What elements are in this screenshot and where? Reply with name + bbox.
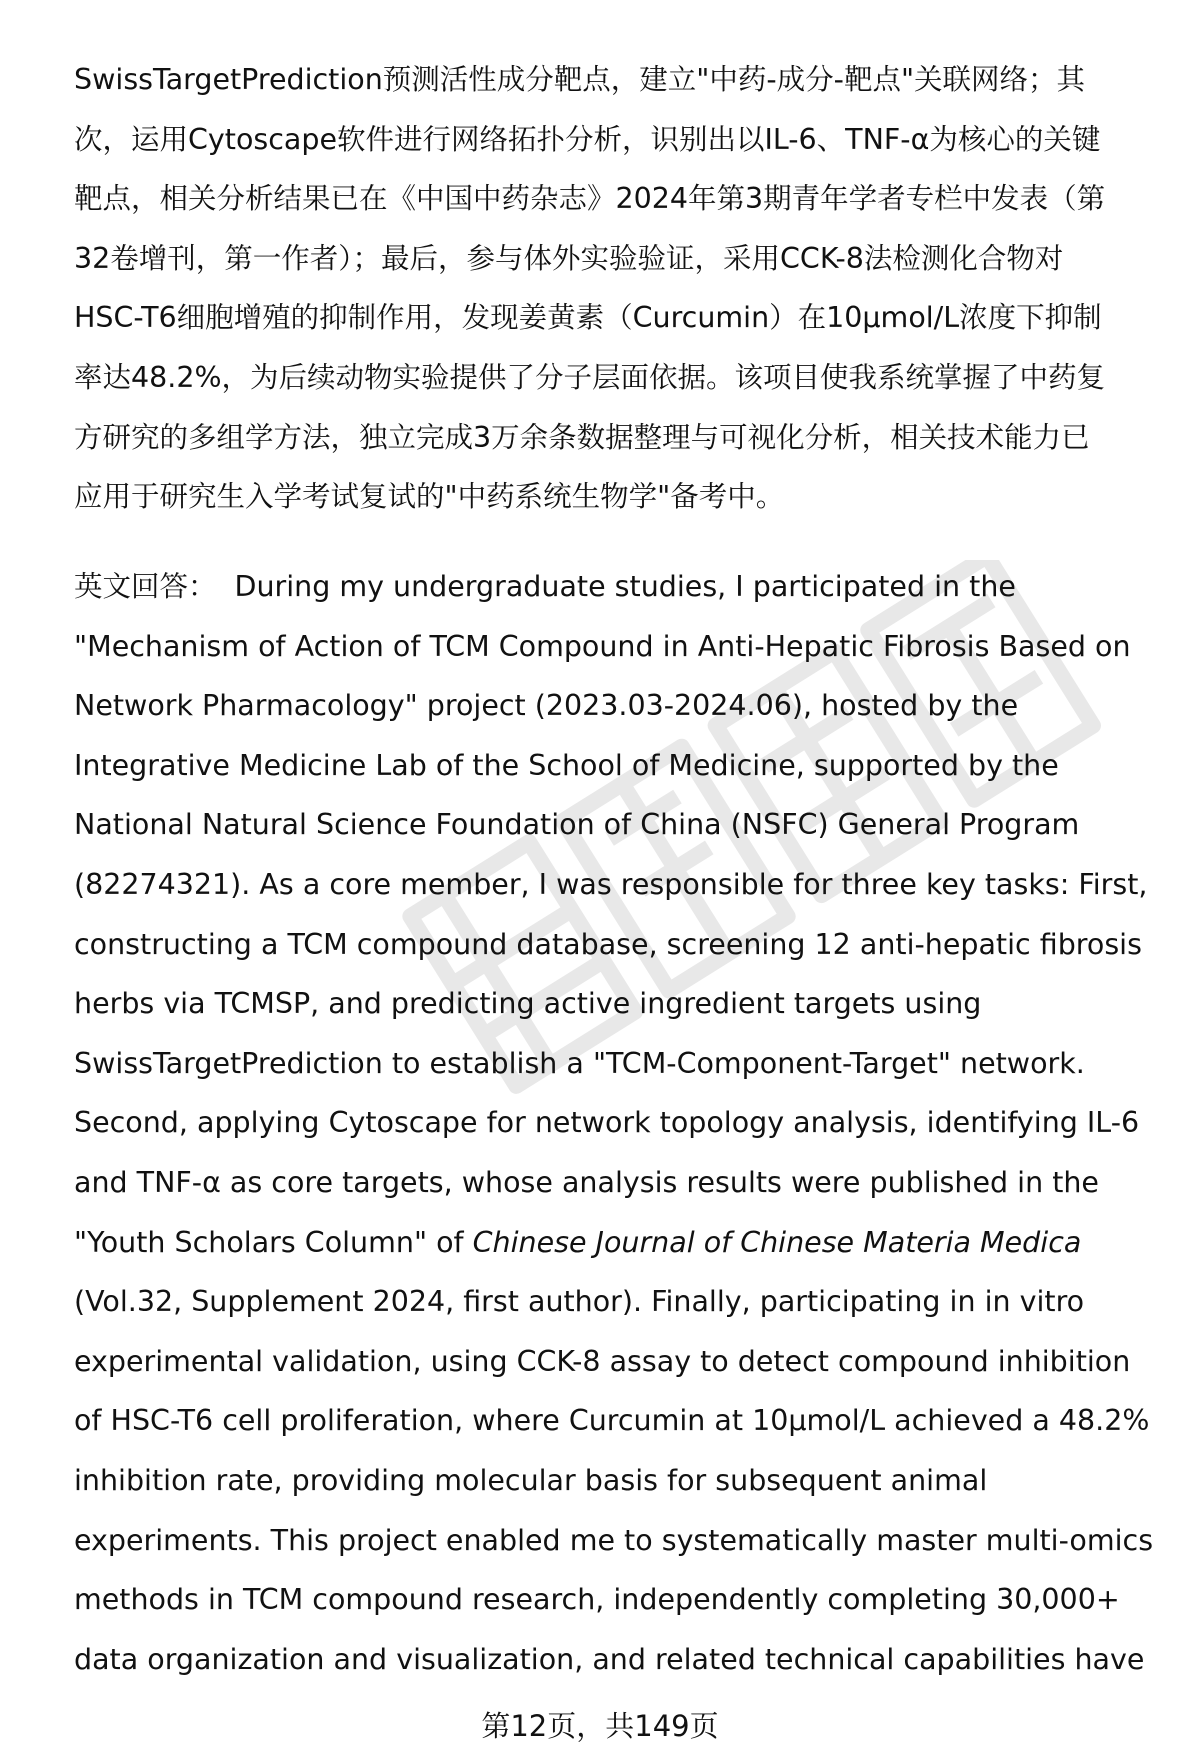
chinese-answer-line: 32卷增刊，第一作者）；最后，参与体外实验验证，采用CCK-8法检测化合物对 <box>74 241 1064 275</box>
english-answer-line: SwissTargetPrediction to establish a "TCM-Component-Target" network. <box>74 1046 1085 1080</box>
page-number-footer: 第12页，共149页 <box>481 1709 719 1743</box>
english-answer-line: (Vol.32, Supplement 2024, first author). Finally, participating in in vitro <box>74 1285 1085 1319</box>
chinese-answer-line: 次，运用Cytoscape软件进行网络拓扑分析，识别出以IL-6、TNF-α为核心的关键 <box>74 122 1101 156</box>
english-answer-line: of HSC-T6 cell proliferation, where Curcumin at 10μmol/L achieved a 48.2% <box>74 1404 1150 1438</box>
english-answer-line: inhibition rate, providing molecular basis for subsequent animal <box>74 1463 988 1497</box>
journal-line-prefix: "Youth Scholars Column" of <box>74 1225 473 1259</box>
english-answer-line: methods in TCM compound research, independently completing 30,000+ <box>74 1583 1120 1617</box>
english-answer-line: and TNF-α as core targets, whose analysis results were published in the <box>74 1165 1099 1199</box>
journal-citation-line <box>74 1213 1156 1273</box>
chinese-answer-line: 率达48.2%，为后续动物实验提供了分子层面依据。该项目使我系统掌握了中药复 <box>74 360 1106 394</box>
chinese-answer-paragraph <box>74 50 1156 527</box>
english-answer-line: data organization and visualization, and related technical capabilities have <box>74 1642 1145 1676</box>
journal-title: Chinese Journal of Chinese Materia Medica <box>472 1225 1082 1259</box>
english-answer-line: experimental validation, using CCK-8 assay to detect compound inhibition <box>74 1344 1131 1378</box>
english-answer-text: During my undergraduate studies, I participated in the <box>234 570 1016 603</box>
english-answer-line: experiments. This project enabled me to systematically master multi-omics <box>74 1523 1154 1557</box>
chinese-answer-line: SwissTargetPrediction预测活性成分靶点，建立"中药-成分-靶点"关联网络；其 <box>74 63 1086 96</box>
chinese-answer-line: HSC-T6细胞增殖的抑制作用，发现姜黄素（Curcumin）在10μmol/L浓度下抑制 <box>74 301 1102 335</box>
english-answer-label: 英文回答： <box>74 570 217 603</box>
chinese-answer-line: 应用于研究生入学考试复试的"中药系统生物学"备考中。 <box>74 480 785 514</box>
english-answer-line: National Natural Science Foundation of China (NSFC) General Program <box>74 808 1080 842</box>
english-answer-line: constructing a TCM compound database, screening 12 anti-hepatic fibrosis <box>74 927 1142 961</box>
chinese-answer-line: 靶点，相关分析结果已在《中国中药杂志》2024年第3期青年学者专栏中发表（第 <box>74 182 1106 216</box>
english-answer-paragraph <box>74 557 1156 1689</box>
english-answer-line: Integrative Medicine Lab of the School of Medicine, supported by the <box>74 748 1059 782</box>
english-answer-line: herbs via TCMSP, and predicting active ingredient targets using <box>74 987 982 1021</box>
english-answer-line: Network Pharmacology" project (2023.03-2024.06), hosted by the <box>74 689 1019 723</box>
english-answer-line: Second, applying Cytoscape for network topology analysis, identifying IL-6 <box>74 1106 1140 1140</box>
english-answer-first-line <box>74 557 1156 617</box>
english-answer-line: (82274321). As a core member, I was responsible for three key tasks: First, <box>74 867 1148 901</box>
english-answer-line: "Mechanism of Action of TCM Compound in Anti-Hepatic Fibrosis Based on <box>74 629 1131 663</box>
chinese-answer-line: 方研究的多组学方法，独立完成3万余条数据整理与可视化分析，相关技术能力已 <box>74 420 1090 454</box>
